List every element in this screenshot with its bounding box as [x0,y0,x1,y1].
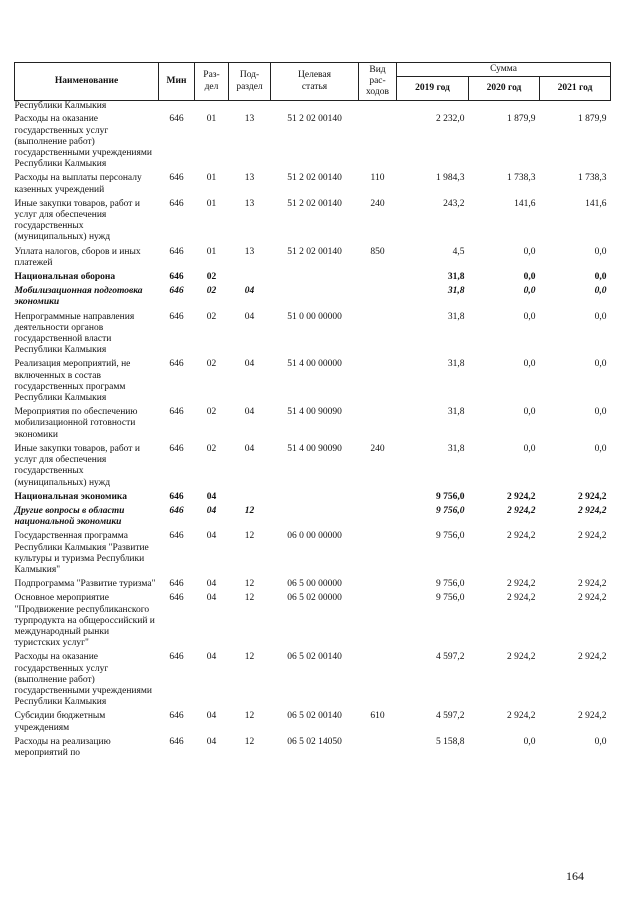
row-target: 51 2 02 00140 [287,173,342,184]
row-target: 06 5 02 00140 [287,652,342,663]
row-2020: 0,0 [523,736,536,747]
row-2020 [469,101,540,113]
row-name: Республики Калмыкия [14,101,107,112]
table-row [15,591,611,650]
row-2020: 1 738,3 [507,173,536,184]
row-target [271,101,359,113]
row-vid [359,529,397,577]
row-vid [359,270,397,284]
row-min [159,101,195,113]
row-target: 51 4 00 90090 [287,443,342,454]
row-2019: 31,8 [447,359,465,370]
table-row [15,442,611,490]
row-name: Иные закупки товаров, работ и услуг для обеспечения государственных (муниципальных) нужд [14,198,140,243]
row-min: 646 [169,736,184,747]
row-2020: 2 924,2 [507,491,536,502]
row-2020: 2 924,2 [507,593,536,604]
row-2021: 0,0 [594,272,607,283]
row-razdel: 04 [206,736,217,747]
row-2021: 2 924,2 [578,491,607,502]
row-razdel: 02 [206,443,217,454]
row-vid [359,577,397,591]
row-vid: 240 [370,198,385,209]
row-min: 646 [169,286,184,297]
row-target: 51 0 00 00000 [287,311,342,322]
row-target [271,490,359,504]
header-name: Наименование [15,63,159,101]
row-2021: 0,0 [594,311,607,322]
row-razdel: 04 [206,505,217,516]
table-row [15,709,611,734]
row-2019: 9 756,0 [436,505,465,516]
row-2021: 2 924,2 [578,531,607,542]
row-min: 646 [169,272,184,283]
table-row [15,101,611,113]
row-2020: 2 924,2 [507,531,536,542]
row-2021: 0,0 [594,286,607,297]
row-2019: 31,8 [447,443,465,454]
table-row [15,504,611,529]
budget-table [14,62,611,760]
row-vid [359,490,397,504]
row-2020: 0,0 [523,311,536,322]
row-min: 646 [169,407,184,418]
row-podrazdel: 12 [244,505,255,516]
row-razdel: 02 [206,272,217,283]
row-podrazdel: 04 [244,407,255,418]
row-2020: 141,6 [514,198,536,209]
row-2019: 4,5 [452,246,465,257]
row-name: Расходы на выплаты персоналу казенных учреждений [14,173,142,195]
row-2020: 0,0 [523,359,536,370]
row-vid [359,101,397,113]
row-2020: 2 924,2 [507,505,536,516]
table-row [15,650,611,709]
row-razdel: 04 [206,491,217,502]
row-vid [359,504,397,529]
row-2021: 0,0 [594,359,607,370]
row-target: 51 4 00 90090 [287,407,342,418]
row-razdel: 04 [206,593,217,604]
row-2021: 0,0 [594,443,607,454]
row-razdel: 02 [206,286,217,297]
table-row [15,490,611,504]
row-vid [359,284,397,309]
table-row [15,112,611,171]
row-2019: 2 232,0 [436,114,465,125]
row-2021 [540,101,611,113]
row-min: 646 [169,711,184,722]
row-target [271,270,359,284]
row-podrazdel: 12 [244,531,255,542]
row-vid: 850 [370,246,385,257]
row-name: Мероприятия по обеспечению мобилизационной готовности экономики [14,407,138,440]
row-razdel: 02 [206,407,217,418]
row-2021: 0,0 [594,736,607,747]
header-2021: 2021 год [540,77,611,101]
table-row [15,357,611,405]
row-name: Расходы на реализацию мероприятий по [14,736,111,758]
table-row [15,284,611,309]
table-row [15,171,611,196]
row-2021: 2 924,2 [578,652,607,663]
row-target: 06 5 02 00000 [287,593,342,604]
table-row [15,735,611,760]
row-2021: 141,6 [585,198,607,209]
row-podrazdel [229,101,271,113]
header-2020: 2020 год [469,77,540,101]
row-min: 646 [169,246,184,257]
header-vid: Вид рас- ходов [359,63,397,101]
row-name: Расходы на оказание государственных услуг (выполнение работ) государственными учреждениями Республики Калмыкия [14,652,152,708]
row-podrazdel [229,490,271,504]
row-vid [359,405,397,442]
row-vid [359,112,397,171]
table-row [15,245,611,270]
row-razdel: 04 [206,531,217,542]
row-name: Подпрограмма "Развитие туризма" [14,579,156,590]
budget-document [14,62,620,760]
row-vid [359,310,397,358]
row-target: 06 5 02 00140 [287,711,342,722]
table-row [15,529,611,577]
row-target: 51 2 02 00140 [287,198,342,209]
row-2020: 0,0 [523,443,536,454]
row-2019: 1 984,3 [436,173,465,184]
row-name: Национальная оборона [14,272,116,283]
row-podrazdel: 13 [244,246,255,257]
row-2019: 31,8 [447,311,465,322]
row-target: 51 2 02 00140 [287,114,342,125]
row-target: 51 4 00 00000 [287,359,342,370]
row-2020: 2 924,2 [507,579,536,590]
row-2019: 9 756,0 [436,579,465,590]
row-2019: 31,8 [447,272,465,283]
row-2020: 2 924,2 [507,711,536,722]
row-min: 646 [169,173,184,184]
row-name: Национальная экономика [14,491,128,502]
table-row [15,270,611,284]
row-min: 646 [169,114,184,125]
row-podrazdel: 04 [244,359,255,370]
row-vid: 110 [370,173,385,184]
row-podrazdel: 12 [244,579,255,590]
row-razdel: 01 [206,246,217,257]
row-podrazdel: 04 [244,311,255,322]
row-name: Субсидии бюджетным учреждениям [14,711,106,733]
row-2021: 1 879,9 [578,114,607,125]
row-min: 646 [169,491,184,502]
row-name: Государственная программа Республики Калмыкия "Развитие культуры и туризма Республики Калмыкия" [14,531,149,575]
row-name: Непрограммные направления деятельности органов государственной власти Республики Калмыкия [14,311,135,356]
row-2019: 9 756,0 [436,491,465,502]
header-min: Мин [159,63,195,101]
row-2020: 0,0 [523,407,536,418]
row-2020: 0,0 [523,272,536,283]
row-min: 646 [169,311,184,322]
row-podrazdel: 13 [244,198,255,209]
row-2019: 5 158,8 [436,736,465,747]
table-row [15,197,611,245]
row-name: Расходы на оказание государственных услуг (выполнение работ) государственными учреждениями Республики Калмыкия [14,114,152,170]
row-razdel [195,101,229,113]
row-vid [359,357,397,405]
row-target: 06 5 00 00000 [287,579,342,590]
header-summa: Сумма [397,63,611,77]
row-name: Уплата налогов, сборов и иных платежей [14,246,141,268]
row-vid: 610 [370,711,385,722]
table-body [15,101,611,760]
row-target [271,504,359,529]
row-2020: 2 924,2 [507,652,536,663]
row-min: 646 [169,579,184,590]
page-number: 164 [566,869,584,883]
row-2020: 0,0 [523,246,536,257]
row-name: Реализация мероприятий, не включенных в состав государственных программ Республики Калмыкия [14,359,131,404]
row-2020: 1 879,9 [507,114,536,125]
row-2021: 0,0 [594,246,607,257]
header-razdel: Раз- дел [195,63,229,101]
row-razdel: 04 [206,711,217,722]
row-razdel: 01 [206,173,217,184]
row-name: Основное мероприятие "Продвижение республиканского турпродукта на общероссийский и международный рынки туристских услуг" [14,593,155,649]
table-row [15,577,611,591]
row-podrazdel [229,270,271,284]
row-podrazdel: 04 [244,286,255,297]
table-header [15,63,611,101]
row-target: 06 5 02 14050 [287,736,342,747]
row-2019: 4 597,2 [436,652,465,663]
row-2019 [397,101,469,113]
row-razdel: 04 [206,652,217,663]
row-name: Мобилизационная подготовка экономики [14,286,143,308]
row-podrazdel: 12 [244,593,255,604]
row-razdel: 01 [206,114,217,125]
row-2019: 243,2 [443,198,465,209]
row-min: 646 [169,505,184,516]
table-row [15,310,611,358]
row-vid [359,591,397,650]
row-min: 646 [169,359,184,370]
row-target: 51 2 02 00140 [287,246,342,257]
table-row [15,405,611,442]
row-2019: 4 597,2 [436,711,465,722]
row-2021: 2 924,2 [578,579,607,590]
header-target: Целевая статья [271,63,359,101]
row-2021: 0,0 [594,407,607,418]
row-min: 646 [169,531,184,542]
row-razdel: 01 [206,198,217,209]
row-min: 646 [169,652,184,663]
row-2021: 2 924,2 [578,593,607,604]
row-target [271,284,359,309]
header-2019: 2019 год [397,77,469,101]
row-podrazdel: 04 [244,443,255,454]
row-min: 646 [169,198,184,209]
header-podrazdel: Под- раздел [229,63,271,101]
row-name: Другие вопросы в области национальной экономики [14,505,125,528]
row-razdel: 02 [206,311,217,322]
row-vid: 240 [370,443,385,454]
row-vid [359,735,397,760]
row-podrazdel: 13 [244,114,255,125]
row-min: 646 [169,443,184,454]
row-2021: 2 924,2 [578,711,607,722]
row-2020: 0,0 [523,286,536,297]
row-2019: 9 756,0 [436,531,465,542]
row-podrazdel: 12 [244,652,255,663]
row-2021: 2 924,2 [578,505,607,516]
row-podrazdel: 12 [244,711,255,722]
row-name: Иные закупки товаров, работ и услуг для обеспечения государственных (муниципальных) нужд [14,443,140,488]
row-2019: 9 756,0 [436,593,465,604]
row-min: 646 [169,593,184,604]
row-razdel: 02 [206,359,217,370]
row-target: 06 0 00 00000 [287,531,342,542]
row-2019: 31,8 [447,407,465,418]
row-vid [359,650,397,709]
row-razdel: 04 [206,579,217,590]
row-2019: 31,8 [447,286,465,297]
row-podrazdel: 13 [244,173,255,184]
row-2021: 1 738,3 [578,173,607,184]
row-podrazdel: 12 [244,736,255,747]
